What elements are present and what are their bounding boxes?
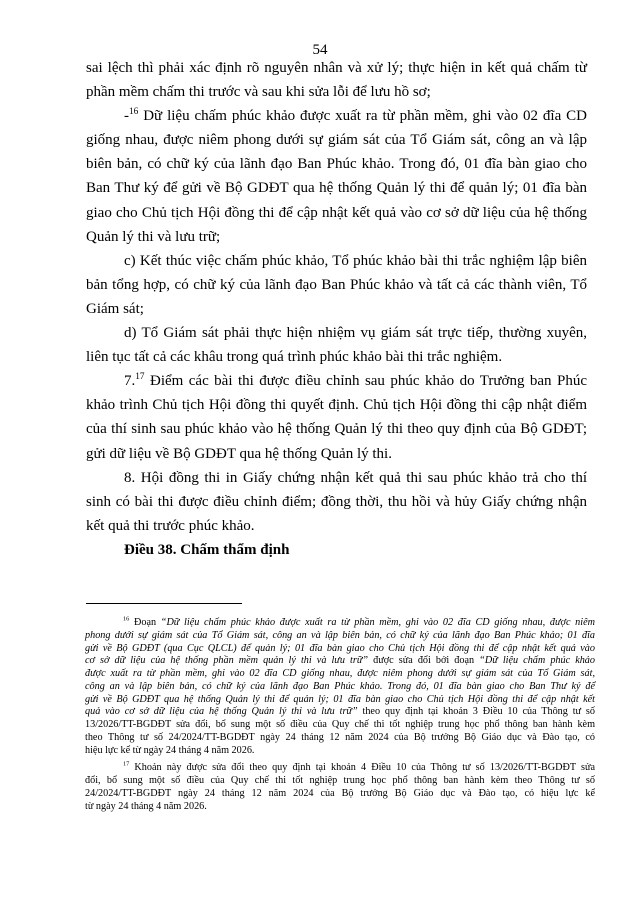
footnote-17 [85, 762, 595, 813]
text-segment: Ban Thư ký để gửi về Bộ GDĐT qua hệ thống Quản lý thi để quản lý; 01 đĩa bàn [86, 180, 587, 197]
text-segment: theo quy định tại khoản 3 Điều 10 của Thông tư số [357, 706, 595, 718]
text-line [85, 694, 595, 707]
text-segment: giống nhau, được niêm phong dưới sự giám sát của Tổ Giám sát, công an và lập [86, 132, 587, 149]
text-segment: - [124, 108, 129, 125]
text-segment: Dữ liệu chấm phúc khảo được xuất ra từ phần mềm, ghi vào 02 đĩa CD [138, 108, 587, 125]
text-segment: 7. [124, 373, 136, 390]
text-line [86, 104, 587, 128]
text-line [86, 442, 587, 466]
text-line [86, 490, 587, 514]
body-text [86, 56, 587, 562]
text-segment: Điểm các bài thi được điều chỉnh sau phúc khảo do Trưởng ban Phúc [144, 373, 587, 390]
text-segment: Khoản này được sửa đổi theo quy định tại khoản 4 Điều 10 của Thông tư số 13/2026/TT-BGDĐT sửa [129, 762, 595, 774]
text-line [86, 152, 587, 176]
text-line [86, 249, 587, 273]
footnote-16 [85, 617, 595, 757]
text-segment: d) Tổ Giám sát phải thực hiện nhiệm vụ giám sát trực tiếp, thường xuyên, [124, 325, 587, 342]
text-line [85, 617, 595, 630]
text-segment: bản tổng hợp, có chữ ký của lãnh đạo Ban Phúc khảo và tất cả các thành viên, Tổ [86, 276, 587, 293]
text-segment: sai lệch thì phải xác định rõ nguyên nhân và xử lý; thực hiện in kết quả chấm từ [86, 60, 587, 76]
text-line [85, 706, 595, 719]
footnote-ref: 17 [135, 372, 145, 383]
text-segment: Quản lý thi và lưu trữ; [86, 228, 221, 245]
text-line [85, 745, 595, 758]
footnote-ref: 16 [129, 107, 139, 118]
text-segment: Điều 38. Chấm thẩm định [124, 541, 290, 558]
text-segment: 13/2026/TT-BGDĐT sửa đổi, bổ sung một số điều của Quy chế thi tốt nghiệp trung học phổ thông ban hành kèm [85, 719, 595, 730]
footnote-separator [86, 603, 242, 604]
footnote-ref: 16 [123, 615, 130, 623]
text-line [85, 762, 595, 775]
page-number: 54 [312, 42, 328, 58]
text-segment: của thí sinh sau phúc khảo vào hệ thống Quản lý thi theo quy định của Bộ GDĐT; [86, 421, 587, 438]
text-segment: cơ sở dữ liệu của hệ thống phần mềm quản lý thi và lưu trữ” [85, 655, 369, 667]
text-line [85, 775, 595, 788]
text-line [86, 273, 587, 297]
text-segment: hiệu lực kể từ ngày 24 tháng 4 năm 2026. [85, 744, 255, 756]
text-line [85, 630, 595, 643]
text-line [86, 345, 587, 369]
text-segment: 24/2024/TT-BGDĐT ngày 24 tháng 12 năm 2024 của Bộ trưởng Bộ Giáo dục và Đào tạo, có hiệu lực kể [85, 787, 595, 799]
text-line [85, 668, 595, 681]
text-line [86, 201, 587, 225]
text-segment: gửi về Bộ GDĐT qua hệ thống Quản lý thi để quản lý; 01 đĩa bàn giao cho Chủ tịch Hội đồng thi để cập nhật kết [85, 693, 595, 705]
text-segment: được xuất ra từ phần mềm, ghi vào 02 đĩa CD giống nhau, được niêm phong dưới sự giám sát của Tổ Giám sát, [85, 668, 595, 679]
text-segment: Giám sát; [86, 300, 144, 317]
text-segment: gửi về Bộ GDĐT (qua Cục QLCL) để quản lý; 01 đĩa bàn giao cho Chủ tịch Hội đồng thi để cập nhật kết quả vào [85, 642, 595, 654]
text-segment: 8. Hội đồng thi in Giấy chứng nhận kết quả thi sau phúc khảo trả cho thí [124, 469, 587, 486]
text-line [86, 369, 587, 393]
text-line [85, 643, 595, 656]
text-line [85, 801, 595, 814]
text-line [86, 466, 587, 490]
text-segment: gửi dữ liệu về Bộ GDĐT qua hệ thống Quản lý thi. [86, 445, 392, 462]
text-segment: biên bản, có chữ ký của lãnh đạo Ban Phúc khảo. Trong đó, 01 đĩa bàn giao cho [86, 156, 587, 173]
text-segment: được sửa đổi bởi đoạn [368, 655, 480, 667]
footnotes [85, 617, 595, 813]
footnote-ref: 17 [123, 760, 130, 768]
text-line [85, 732, 595, 745]
text-line [86, 56, 587, 80]
text-line [86, 321, 587, 345]
text-segment: giao cho Chủ tịch Hội đồng thi để cập nhật kết quả vào cơ sở dữ liệu của hệ thống [86, 204, 587, 221]
text-segment: “Dữ liệu chấm phúc khảo [479, 655, 595, 667]
text-segment: liên tục tất cả các khâu trong quá trình phúc khảo bài thi trắc nghiệm. [86, 349, 503, 366]
text-segment: từ ngày 24 tháng 4 năm 2026. [85, 800, 207, 812]
text-segment: sinh có bài thi được điều chỉnh điểm; đồng thời, thu hồi và hủy Giấy chứng nhận [86, 493, 587, 510]
text-segment: công an và lập biên bản, có chữ ký của lãnh đạo Ban Phúc khảo. Trong đó, 01 đĩa bàn giao cho Ban Thư ký để [85, 680, 595, 692]
text-segment: c) Kết thúc việc chấm phúc khảo, Tổ phúc khảo bài thi trắc nghiệm lập biên [124, 252, 587, 269]
text-segment: kết quả thi trước phúc khảo. [86, 517, 255, 534]
text-segment: phần mềm chấm thi trước và sau khi sửa lỗi để lưu hồ sơ; [86, 84, 431, 101]
text-line [86, 225, 587, 249]
text-line [86, 80, 587, 104]
text-line [86, 128, 587, 152]
text-line [85, 719, 595, 732]
text-line [86, 538, 587, 562]
text-line [86, 393, 587, 417]
text-segment: theo Thông tư số 24/2024/TT-BGDĐT ngày 24 tháng 12 năm 2024 của Bộ trưởng Bộ Giáo dục và Đào tạo, có [85, 731, 595, 743]
text-line [86, 417, 587, 441]
text-segment: quả vào cơ sở dữ liệu của hệ thống Quản lý thi và lưu trữ” [85, 706, 358, 718]
text-segment: Đoạn [129, 617, 161, 628]
text-segment: “Dữ liệu chấm phúc khảo được xuất ra từ phần mềm, ghi vào 02 đĩa CD giống nhau, được niêm [160, 617, 595, 628]
text-segment: đổi, bổ sung một số điều của Quy chế thi tốt nghiệp trung học phổ thông ban hành kèm theo Thông tư số [85, 775, 595, 786]
text-line [86, 297, 587, 321]
text-line [85, 681, 595, 694]
text-line [86, 176, 587, 200]
text-segment: khảo trình Chủ tịch Hội đồng thi quyết định. Chủ tịch Hội đồng thi cập nhật điểm [86, 397, 587, 414]
text-segment: phong dưới sự giám sát của Tổ Giám sát, công an và lập biên bản, có chữ ký của lãnh đạo Ban Phúc khảo; 01 đĩa [85, 629, 595, 641]
text-line [85, 655, 595, 668]
text-line [85, 788, 595, 801]
text-line [86, 514, 587, 538]
